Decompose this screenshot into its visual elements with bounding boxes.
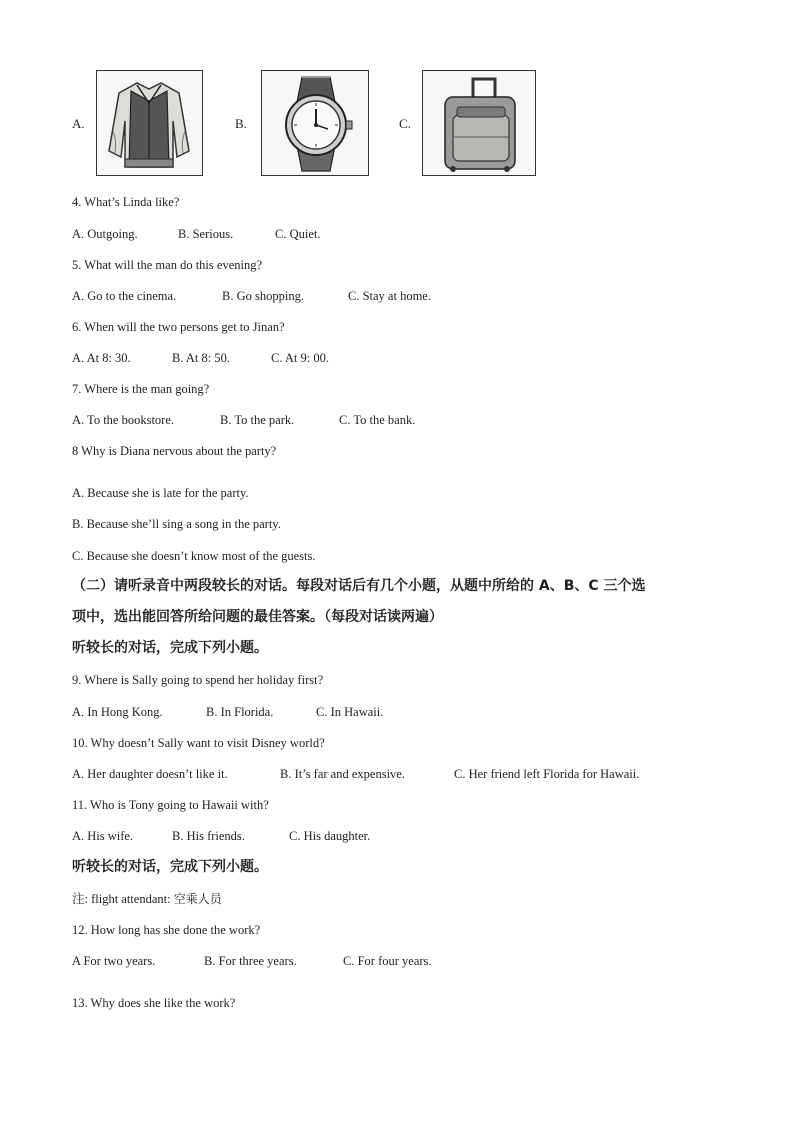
- q11-option-b[interactable]: B. His friends.: [172, 829, 245, 843]
- q4-option-c[interactable]: C. Quiet.: [275, 227, 321, 241]
- question-11: 11. Who is Tony going to Hawaii with?: [72, 798, 269, 812]
- q10-option-b[interactable]: B. It’s far and expensive.: [280, 767, 405, 781]
- q12-option-a[interactable]: A For two years.: [72, 954, 156, 968]
- q9-option-c[interactable]: C. In Hawaii.: [316, 705, 384, 719]
- q10-option-a[interactable]: A. Her daughter doesn’t like it.: [72, 767, 228, 781]
- question-13: 13. Why does she like the work?: [72, 996, 236, 1010]
- q7-option-a[interactable]: A. To the bookstore.: [72, 413, 175, 427]
- watch-icon: [262, 71, 368, 175]
- q11-option-a[interactable]: A. His wife.: [72, 829, 134, 843]
- question-12: 12. How long has she done the work?: [72, 923, 261, 937]
- q9-option-b[interactable]: B. In Florida.: [206, 705, 274, 719]
- q8-option-a[interactable]: A. Because she is late for the party.: [72, 486, 249, 500]
- q9-option-a[interactable]: A. In Hong Kong.: [72, 705, 163, 719]
- q11-option-c[interactable]: C. His daughter.: [289, 829, 371, 843]
- option-a-label: A.: [72, 116, 85, 131]
- q5-option-b[interactable]: B. Go shopping.: [222, 289, 304, 303]
- section-2-instruction-line-2: 项中，选出能回答所给问题的最佳答案。（每段对话读两遍）: [72, 609, 443, 625]
- q8-option-c[interactable]: C. Because she doesn’t know most of the guests.: [72, 549, 316, 563]
- q6-option-c[interactable]: C. At 9: 00.: [271, 351, 329, 365]
- q10-option-c[interactable]: C. Her friend left Florida for Hawaii.: [454, 767, 640, 781]
- jacket-picture: [96, 70, 203, 176]
- q5-option-a[interactable]: A. Go to the cinema.: [72, 289, 177, 303]
- q8-option-b[interactable]: B. Because she’ll sing a song in the party.: [72, 517, 281, 531]
- suitcase-icon: [423, 71, 535, 175]
- question-7: 7. Where is the man going?: [72, 382, 210, 396]
- dialogue-2-heading: 听较长的对话，完成下列小题。: [72, 859, 268, 875]
- q6-option-a[interactable]: A. At 8: 30.: [72, 351, 131, 365]
- q12-option-b[interactable]: B. For three years.: [204, 954, 297, 968]
- q4-option-a[interactable]: A. Outgoing.: [72, 227, 138, 241]
- q7-option-c[interactable]: C. To the bank.: [339, 413, 416, 427]
- watch-picture: [261, 70, 369, 176]
- note-translation: 空乘人员: [173, 892, 222, 906]
- picture-options: [72, 68, 552, 178]
- dialogue-1-heading: 听较长的对话，完成下列小题。: [72, 640, 268, 656]
- question-10: 10. Why doesn’t Sally want to visit Disney world?: [72, 736, 325, 750]
- jacket-icon: [97, 71, 202, 175]
- question-4: 4. What’s Linda like?: [72, 195, 180, 209]
- q6-option-b[interactable]: B. At 8: 50.: [172, 351, 230, 365]
- q4-option-b[interactable]: B. Serious.: [178, 227, 234, 241]
- section-2-instruction-line-1: （二）请听录音中两段较长的对话。每段对话后有几个小题，从题中所给的 A、B、C 三个选: [72, 578, 646, 594]
- question-6: 6. When will the two persons get to Jinan?: [72, 320, 285, 334]
- question-5: 5. What will the man do this evening?: [72, 258, 263, 272]
- suitcase-picture: [422, 70, 536, 176]
- option-b-label: B.: [235, 116, 247, 131]
- q12-option-c[interactable]: C. For four years.: [343, 954, 432, 968]
- note-prefix: 注: flight attendant:: [72, 892, 174, 906]
- q5-option-c[interactable]: C. Stay at home.: [348, 289, 431, 303]
- option-c-label: C.: [399, 116, 411, 131]
- q7-option-b[interactable]: B. To the park.: [220, 413, 295, 427]
- vocabulary-note: [72, 891, 222, 907]
- question-8: 8 Why is Diana nervous about the party?: [72, 444, 277, 458]
- question-9: 9. Where is Sally going to spend her holiday first?: [72, 673, 324, 687]
